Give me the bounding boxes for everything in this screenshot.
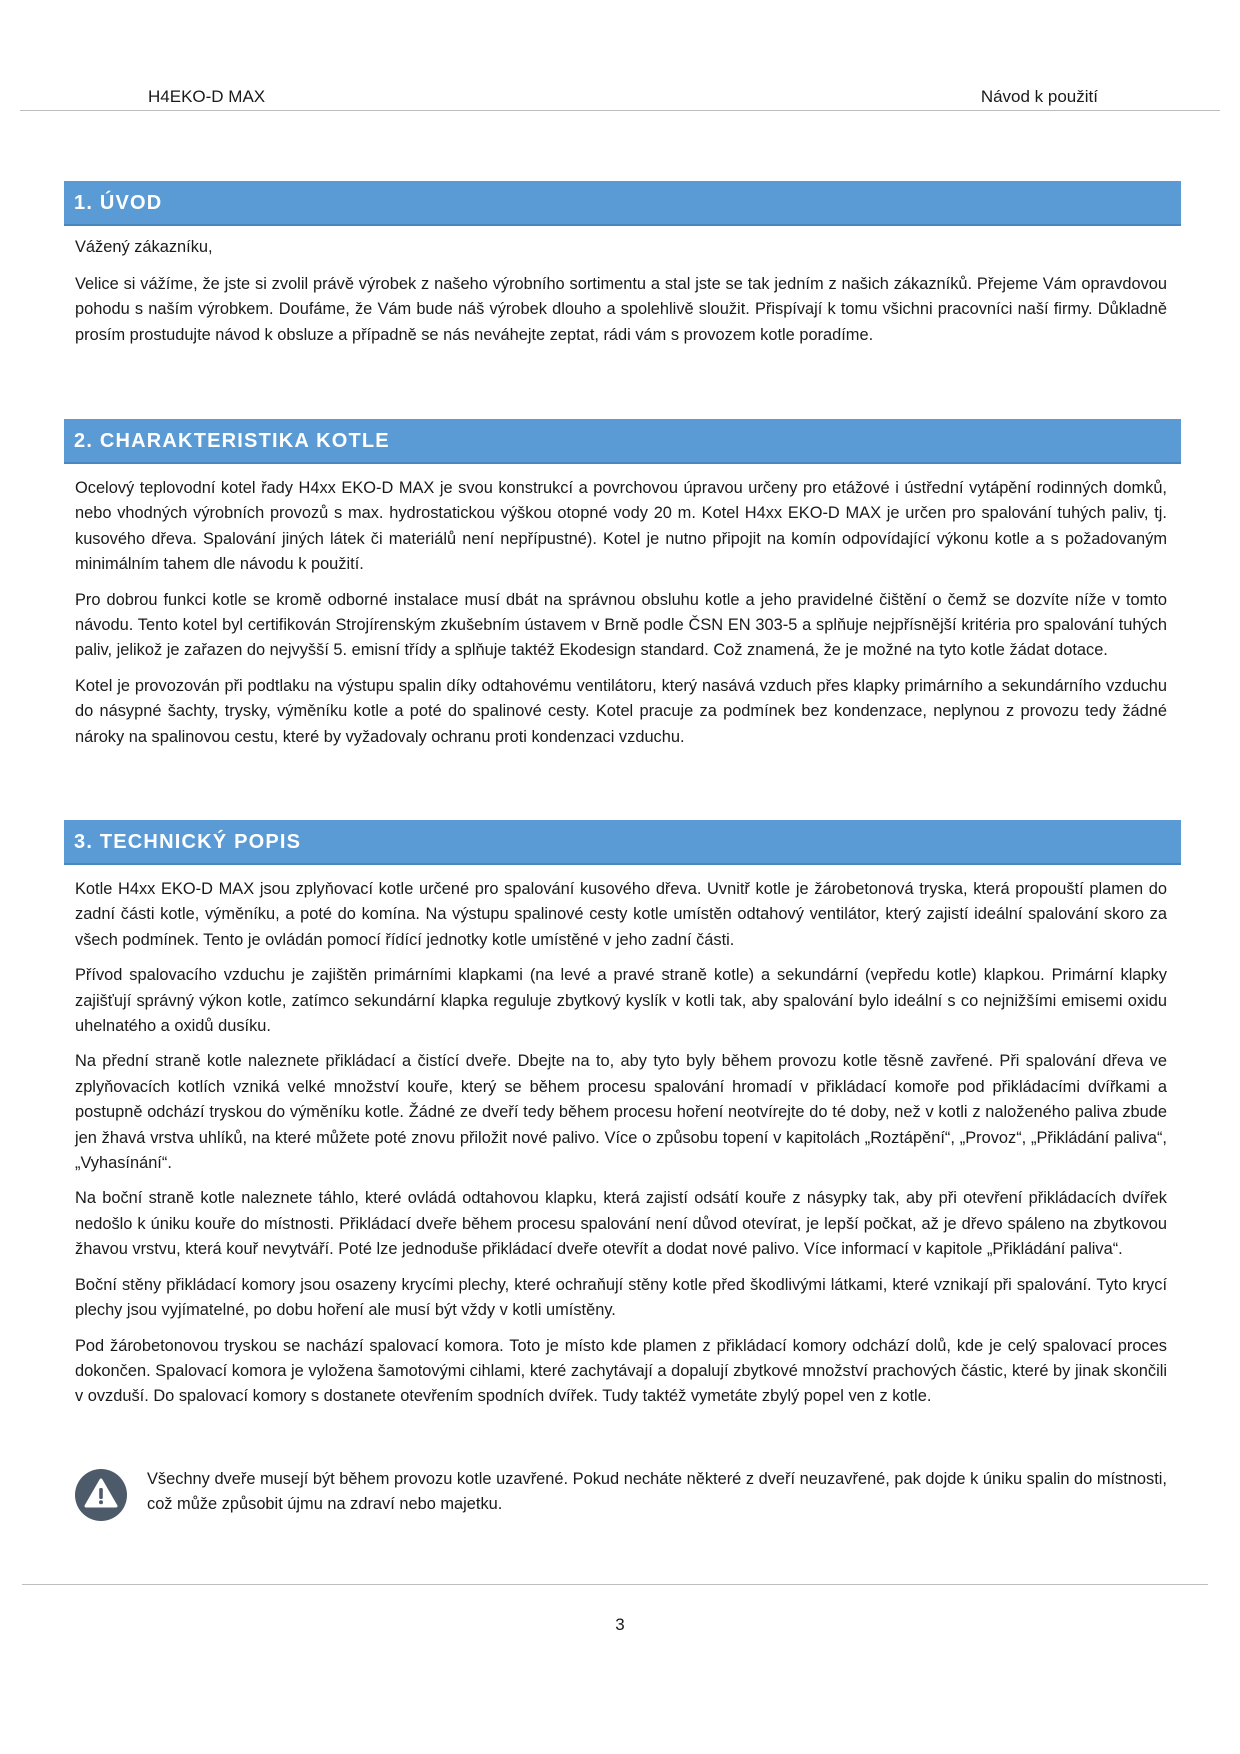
paragraph: Na přední straně kotle naleznete přikládací a čistící dveře. Dbejte na to, aby tyto byly během provozu kotle těsně zavřené. Při spalování dřeva ve zplyňovacích kotlích vzniká velké množství kouře, který se během procesu spalování hromadí v přikládací komoře pod přikládacími dvířkami a postupně odchází tryskou do výměníku kotle. Žádné ze dveří tedy během procesu hoření neotvírejte do té doby, než v kotli z naloženého paliva zbude jen žhavá vrstva uhlíků, na které můžete poté znovu přiložit nové palivo. Více o způsobu topení v kapitolách „Roztápění“, „Provoz“, „Přikládání paliva“, „Vyhasínání“. xyxy=(75,1052,1167,1173)
greeting-text: Vážený zákazníku, xyxy=(75,238,213,256)
section-heading-intro: 1. ÚVOD xyxy=(64,181,1181,226)
warning-text: Všechny dveře musejí být během provozu kotle uzavřené. Pokud necháte některé z dveří neuzavřené, pak dojde k úniku spalin do místnosti, což může způsobit újmu na zdraví nebo majetku. xyxy=(147,1470,1167,1514)
section-body-intro xyxy=(75,272,1167,348)
paragraph: Velice si vážíme, že jste si zvolil právě výrobek z našeho výrobního sortimentu a stal jste se tak jedním z našich zákazníků. Přejeme Vám opravdovou pohodu s naším výrobkem. Doufáme, že Vám bude náš výrobek dlouho a spolehlivě sloužit. Přispívají k tomu všichni pracovníci naší firmy. Důkladně prosím prostudujte návod k obsluze a případně se nás neváhejte zeptat, rádi vám s provozem kotle poradíme. xyxy=(75,275,1167,344)
document-type: Návod k použití xyxy=(980,87,1098,106)
footer-divider xyxy=(22,1584,1208,1585)
page-header xyxy=(20,86,1220,111)
section-heading-technical: 3. TECHNICKÝ POPIS xyxy=(64,820,1181,865)
paragraph: Kotle H4xx EKO-D MAX jsou zplyňovací kotle určené pro spalování kusového dřeva. Uvnitř kotle je žárobetonová tryska, která propouští plamen do zadní části kotle, výměníku, a poté do komína. Na výstupu spalinové cesty kotle umístěn odtahový ventilátor, který zajistí ideální spalování skoro za všech podmínek. Tento je ovládán pomocí řídící jednotky kotle umístěné v jeho zadní části. xyxy=(75,880,1167,949)
paragraph: Kotel je provozován při podtlaku na výstupu spalin díky odtahovému ventilátoru, který nasává vzduch přes klapky primárního a sekundárního vzduchu do násypné šachty, trysky, výměníku kotle a poté do spalinové cesty. Kotel pracuje za podmínek bez kondenzace, neplynou z provozu tedy žádné nároky na spalinovou cestu, které by vyžadovaly ochranu proti kondenzaci vzduchu. xyxy=(75,676,1167,746)
warning-note xyxy=(75,1467,1167,1527)
section-body-technical xyxy=(75,877,1167,1410)
section-body-characteristics xyxy=(75,476,1167,750)
warning-icon xyxy=(75,1469,127,1521)
section-heading-characteristics: 2. CHARAKTERISTIKA KOTLE xyxy=(64,419,1181,464)
paragraph: Pro dobrou funkci kotle se kromě odborné instalace musí dbát na správnou obsluhu kotle a jeho pravidelné čištění o čemž se dozvíte níže v tomto návodu. Tento kotel byl certifikován Strojírenským zkušebním ústavem v Brně podle ČSN EN 303-5 a splňuje nejpřísnější kritéria pro spalování tuhých paliv, jelikož je zařazen do nejvyšší 5. emisní třídy a splňuje taktéž Ekodesign standard. Což znamená, že je možné na tyto kotle žádat dotace. xyxy=(75,590,1167,660)
page-number: 3 xyxy=(615,1615,625,1634)
document-title: H4EKO-D MAX xyxy=(148,87,266,106)
paragraph: Ocelový teplovodní kotel řady H4xx EKO-D MAX je svou konstrukcí a povrchovou úpravou určeny pro etážové i ústřední vytápění rodinných domků, nebo vhodných výrobních provozů s max. hydrostatickou výškou otopné vody 20 m. Kotel H4xx EKO-D MAX je určen pro spalování tuhých paliv, tj. kusového dřeva. Spalování jiných látek či materiálů není nepřípustné). Kotel je nutno připojit na komín odpovídající výkonu kotle a s požadovaným minimálním tahem dle návodu k použití. xyxy=(75,479,1167,574)
paragraph: Boční stěny přikládací komory jsou osazeny krycími plechy, které ochraňují stěny kotle před škodlivými látkami, které vznikají při spalování. Tyto krycí plechy jsou vyjímatelné, po dobu hoření ale musí být vždy v kotli umístěny. xyxy=(75,1275,1167,1320)
paragraph: Na boční straně kotle naleznete táhlo, které ovládá odtahovou klapku, která zajistí odsátí kouře z násypky tak, aby při otevření přikládacích dvířek nedošlo k úniku kouře do místnosti. Přikládací dveře během procesu spalování není důvod otevírat, je lepší počkat, až je dřevo spáleno na zbytkovou žhavou vrstvu, která kouř nevytváří. Poté lze jednoduše přikládací dveře otevřít a dodat nové palivo. Více informací v kapitole „Přikládání paliva“. xyxy=(75,1189,1167,1259)
paragraph: Přívod spalovacího vzduchu je zajištěn primárními klapkami (na levé a pravé straně kotle) a sekundární (vepředu kotle) klapkou. Primární klapky zajišťují správný výkon kotle, zatímco sekundární klapka reguluje zbytkový kyslík v kotli tak, aby spalování bylo ideální s co nejnižšími emisemi oxidu uhelnatého a oxidů dusíku. xyxy=(75,966,1167,1036)
paragraph: Pod žárobetonovou tryskou se nachází spalovací komora. Toto je místo kde plamen z přikládací komory odchází dolů, kde je celý spalovací proces dokončen. Spalovací komora je vyložena šamotovými cihlami, které zachytávají a dopalují zbytkové množství prachových částic, které by jinak skončili v ovzduší. Do spalovací komory s dostanete otevřením spodních dvířek. Tudy taktéž vymetáte zbylý popel ven z kotle. xyxy=(75,1336,1167,1406)
